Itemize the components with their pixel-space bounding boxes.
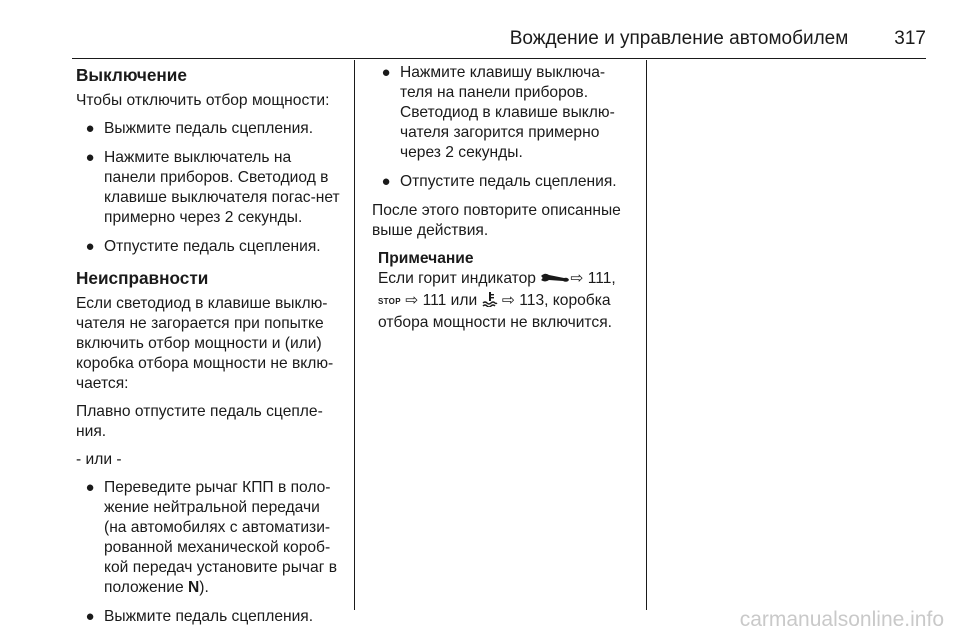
repeat-paragraph: После этого повторите описанные выше действия. <box>372 202 621 239</box>
stop-indicator-symbol: STOP <box>378 297 401 306</box>
list-item <box>76 237 346 257</box>
page-number: 317 <box>894 28 926 49</box>
list-item-text: Нажмите клавишу выключа-теля на панели приборов. Светодиод в клавише выклю-чателя загорится примерно через 2 секунды. <box>400 64 615 161</box>
section-heading-off: Выключение <box>76 65 187 85</box>
wrench-indicator-icon <box>540 271 570 291</box>
faults-paragraph: Если светодиод в клавише выклю-чателя не загорается при попытке включить отбор мощности и (или) коробка отбора мощности не вклю-чается: <box>76 295 334 392</box>
note-text-end: отбора мощности не включится. <box>378 314 612 331</box>
bullet-dot: ● <box>85 608 95 625</box>
list-item-text <box>104 478 346 598</box>
bullet-dot: ● <box>85 149 95 166</box>
bullet-dot: ● <box>85 120 95 137</box>
neutral-text: Переведите рычаг КПП в поло-жение нейтральной передачи (на автомобилях с автоматизи-рованной механической короб-кой передач установите рычаг в положение <box>104 479 338 596</box>
list-item <box>76 607 346 627</box>
page-ref: 111, <box>583 270 616 287</box>
section-heading-faults: Неисправности <box>76 268 209 288</box>
page-header <box>0 28 926 56</box>
neutral-gear-label: N <box>187 579 200 596</box>
page-ref: 111 или <box>418 292 482 309</box>
list-item-text: Отпустите педаль сцепления. <box>400 173 617 190</box>
reference-arrow-icon: ⇨ <box>501 292 515 309</box>
list-item-text: Выжмите педаль сцепления. <box>104 608 314 625</box>
note-box <box>378 249 634 333</box>
header-rule <box>72 58 926 59</box>
watermark: carmanualsonline.info <box>739 608 944 631</box>
page-ref: 113, коробка <box>514 292 611 309</box>
bullet-dot: ● <box>381 64 391 81</box>
reference-arrow-icon: ⇨ <box>405 292 419 309</box>
column-divider-right <box>646 60 647 610</box>
note-heading: Примечание <box>378 250 474 267</box>
column-divider-left <box>354 60 355 610</box>
bullet-dot: ● <box>381 173 391 190</box>
note-text <box>378 269 634 333</box>
list-item <box>372 172 634 192</box>
list-item <box>76 148 346 228</box>
list-item <box>372 63 634 163</box>
list-item <box>76 478 346 598</box>
reference-arrow-icon: ⇨ <box>570 270 584 287</box>
bullet-dot: ● <box>85 479 95 496</box>
release-clutch-paragraph: Плавно отпустите педаль сцепле-ния. <box>76 403 323 440</box>
note-text-part: Если горит индикатор <box>378 270 541 287</box>
chapter-title: Вождение и управление автомобилем <box>509 28 849 49</box>
list-item-text: Выжмите педаль сцепления. <box>104 120 314 137</box>
bullet-dot: ● <box>85 238 95 255</box>
list-item <box>76 119 346 139</box>
neutral-text-end: ). <box>199 579 209 596</box>
or-separator: - или - <box>76 451 122 468</box>
right-column <box>372 63 634 333</box>
list-item-text: Нажмите выключатель на панели приборов. Светодиод в клавише выключателя погас-нет примерно через 2 секунды. <box>104 149 340 226</box>
coolant-temperature-icon <box>482 291 498 313</box>
intro-text: Чтобы отключить отбор мощности: <box>76 92 330 109</box>
left-column <box>76 63 346 636</box>
list-item-text: Отпустите педаль сцепления. <box>104 238 321 255</box>
